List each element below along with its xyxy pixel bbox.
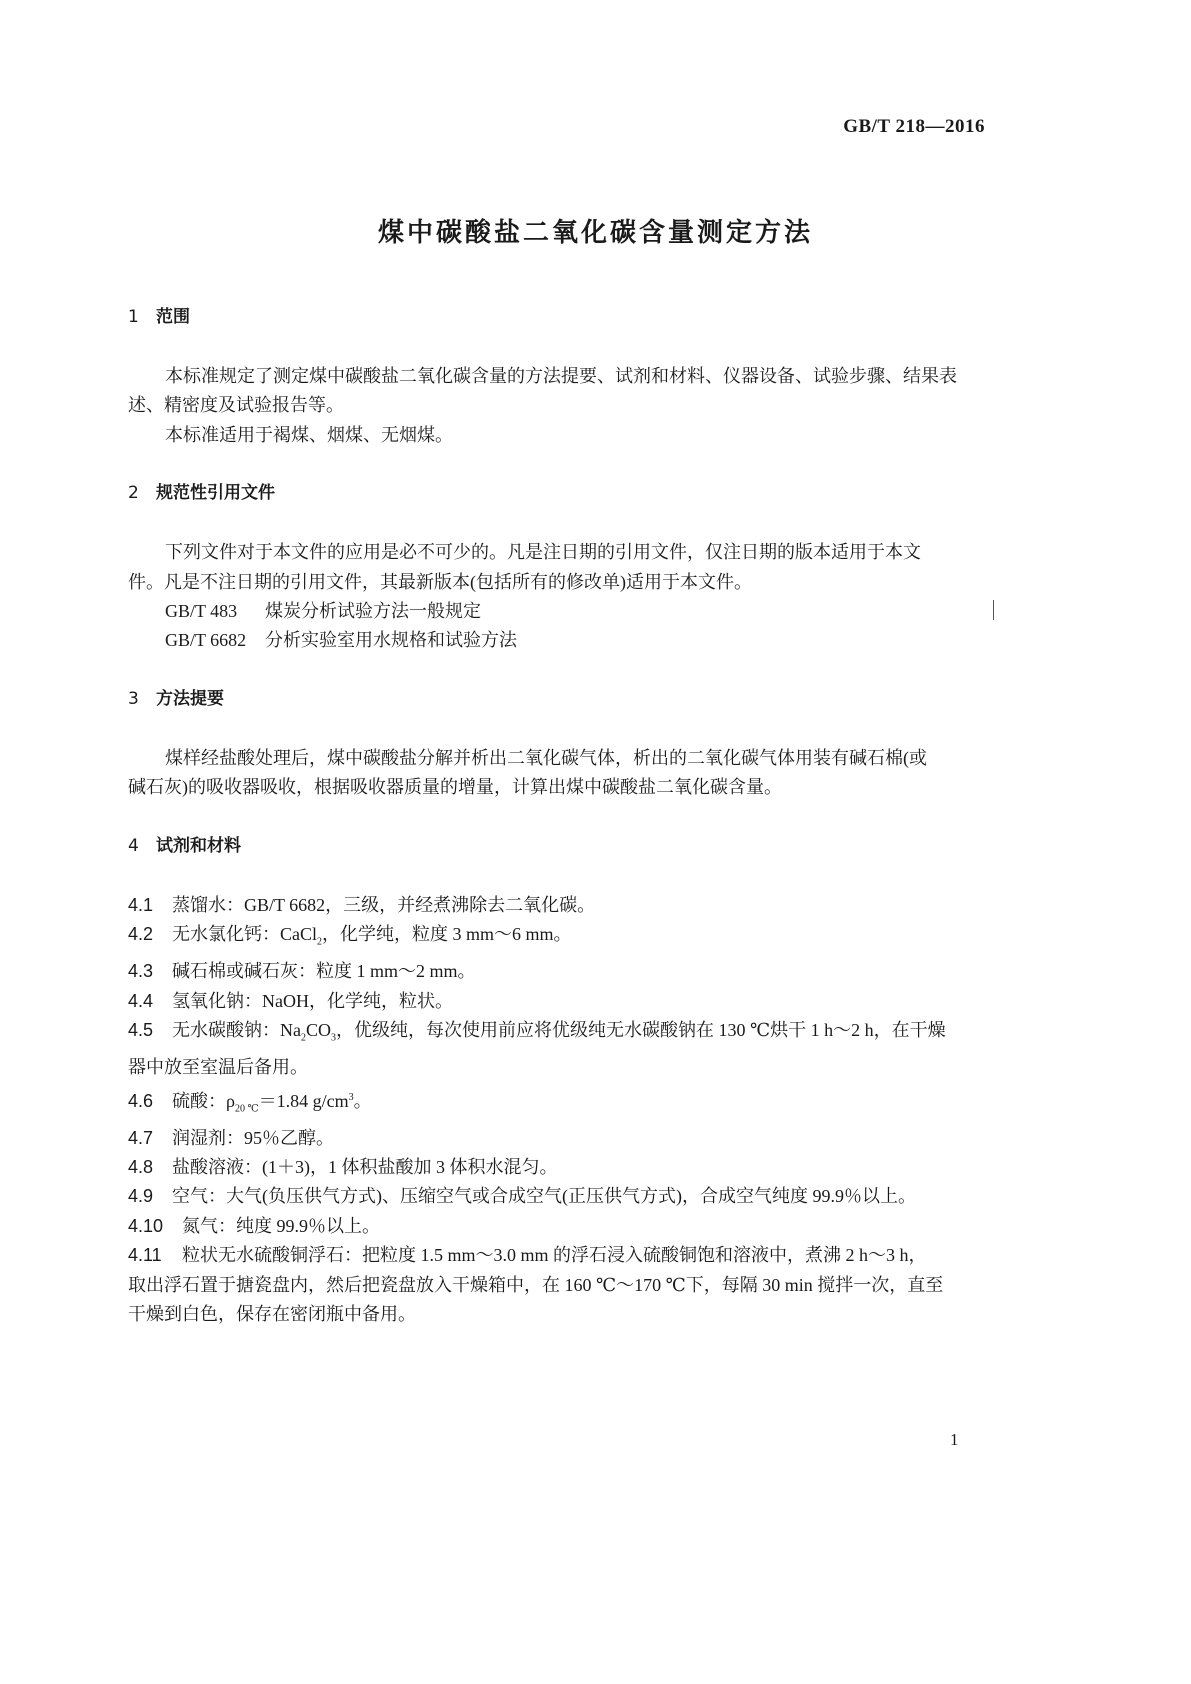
reference-title: 分析实验室用水规格和试验方法 (265, 630, 517, 651)
section-3 (128, 685, 988, 803)
subscript: 20 ℃ (234, 1103, 259, 1115)
item-number: 4.10 (128, 1215, 164, 1236)
item-text: 粒状无水硫酸铜浮石：把粒度 1.5 mm～3.0 mm 的浮石浸入硫酸铜饱和溶液中，煮沸 2 h～3 h， (182, 1245, 927, 1266)
paragraph-line: 下列文件对于本文件的应用是必不可少的。凡是注日期的引用文件，仅注日期的版本适用于本文 (165, 542, 921, 563)
item-text: ，优级纯，每次使用前应将优级纯无水碳酸钠在 130 ℃烘干 1 h～2 h，在干燥 (336, 1020, 946, 1041)
section-title: 规范性引用文件 (156, 483, 275, 504)
superscript: 3 (348, 1091, 354, 1103)
item-text: 器中放至室温后备用。 (128, 1057, 308, 1078)
item-text: 蒸馏水：GB/T 6682，三级，并经煮沸除去二氧化碳。 (172, 895, 596, 916)
document-body (128, 303, 988, 1359)
item-text: ，化学纯，粒度 3 mm～6 mm。 (322, 924, 572, 945)
section-number: 3 (128, 689, 139, 710)
item-text: 取出浮石置于搪瓷盘内，然后把瓷盘放入干燥箱中，在 160 ℃～170 ℃下，每隔 30 min 搅拌一次，直至 (128, 1274, 944, 1295)
item-number: 4.4 (128, 990, 154, 1011)
item-line (128, 1153, 988, 1182)
standard-number: GB/T 218—2016 (843, 116, 985, 137)
page-number: 1 (950, 1430, 959, 1449)
section-heading (128, 303, 988, 332)
section-heading (128, 832, 988, 861)
item-text: ＝1.84 g/cm (258, 1090, 349, 1111)
item-line (128, 1212, 988, 1241)
item-number: 4.8 (128, 1157, 154, 1178)
item-number: 4.1 (128, 895, 154, 916)
section-title: 方法提要 (156, 689, 224, 710)
item-text: CO (306, 1020, 332, 1041)
item-text: 无水氯化钙：CaCl (172, 924, 318, 945)
subscript: 3 (331, 1032, 337, 1044)
section-4 (128, 832, 988, 1329)
item-number: 4.2 (128, 924, 154, 945)
item-line (128, 1016, 988, 1053)
item-line (128, 1182, 988, 1211)
item-line (128, 987, 988, 1016)
paragraph-line: 件。凡是不注日期的引用文件，其最新版本(包括所有的修改单)适用于本文件。 (128, 571, 752, 592)
section-number: 4 (128, 836, 139, 857)
paragraph-line: 本标准适用于褐煤、烟煤、无烟煤。 (165, 424, 453, 445)
item-line (128, 891, 988, 920)
item-text: 盐酸溶液：(1＋3)，1 体积盐酸加 3 体积水混匀。 (172, 1157, 558, 1178)
section-number: 1 (128, 307, 139, 327)
reference-item (128, 626, 988, 655)
item-text: 硫酸：ρ (172, 1090, 235, 1111)
section-1 (128, 303, 988, 450)
revision-mark (993, 600, 994, 620)
subscript: 2 (301, 1032, 306, 1044)
item-line (128, 957, 988, 986)
paragraph-line: 本标准规定了测定煤中碳酸盐二氧化碳含量的方法提要、试剂和材料、仪器设备、试验步骤、结果表 (165, 365, 957, 386)
reference-item (128, 597, 988, 626)
paragraph-line: 述、精密度及试验报告等。 (128, 395, 344, 416)
item-text: 润湿剂：95％乙醇。 (172, 1127, 334, 1148)
item-line (128, 920, 988, 957)
item-text: 干燥到白色，保存在密闭瓶中备用。 (128, 1304, 416, 1325)
item-number: 4.5 (128, 1020, 154, 1041)
item-number: 4.3 (128, 961, 154, 982)
item-line (128, 1124, 988, 1153)
reference-code: GB/T 6682 (165, 630, 247, 651)
item-text: 。 (353, 1090, 372, 1111)
paragraph-line: 碱石灰)的吸收器吸收，根据吸收器质量的增量，计算出煤中碳酸盐二氧化碳含量。 (128, 777, 782, 798)
section-heading (128, 685, 988, 714)
section-title: 范围 (156, 307, 190, 327)
section-number: 2 (128, 483, 139, 504)
item-line (128, 1053, 988, 1082)
reference-code: GB/T 483 (165, 601, 238, 622)
section-title: 试剂和材料 (156, 836, 241, 857)
subscript: 2 (317, 937, 323, 949)
item-text: 无水碳酸钠：Na (172, 1020, 301, 1041)
item-line (128, 1241, 988, 1270)
item-number: 4.7 (128, 1127, 154, 1148)
reference-title: 煤炭分析试验方法一般规定 (265, 601, 481, 622)
item-text: 氮气：纯度 99.9％以上。 (182, 1215, 380, 1236)
item-text: 碱石棉或碱石灰：粒度 1 mm～2 mm。 (172, 961, 476, 982)
item-number: 4.6 (128, 1090, 154, 1111)
paragraph-line: 煤样经盐酸处理后，煤中碳酸盐分解并析出二氧化碳气体，析出的二氧化碳气体用装有碱石棉(或 (165, 748, 927, 769)
item-text: 氢氧化钠：NaOH，化学纯，粒状。 (172, 990, 453, 1011)
item-number: 4.9 (128, 1186, 154, 1207)
item-text: 空气：大气(负压供气方式)、压缩空气或合成空气(正压供气方式)，合成空气纯度 99.9％以上。 (172, 1186, 916, 1207)
item-line (128, 1300, 988, 1329)
item-line (128, 1083, 988, 1124)
section-2 (128, 479, 988, 655)
item-number: 4.11 (128, 1245, 162, 1266)
section-heading (128, 479, 988, 508)
document-title: 煤中碳酸盐二氧化碳含量测定方法 (377, 218, 813, 248)
item-line (128, 1271, 988, 1300)
